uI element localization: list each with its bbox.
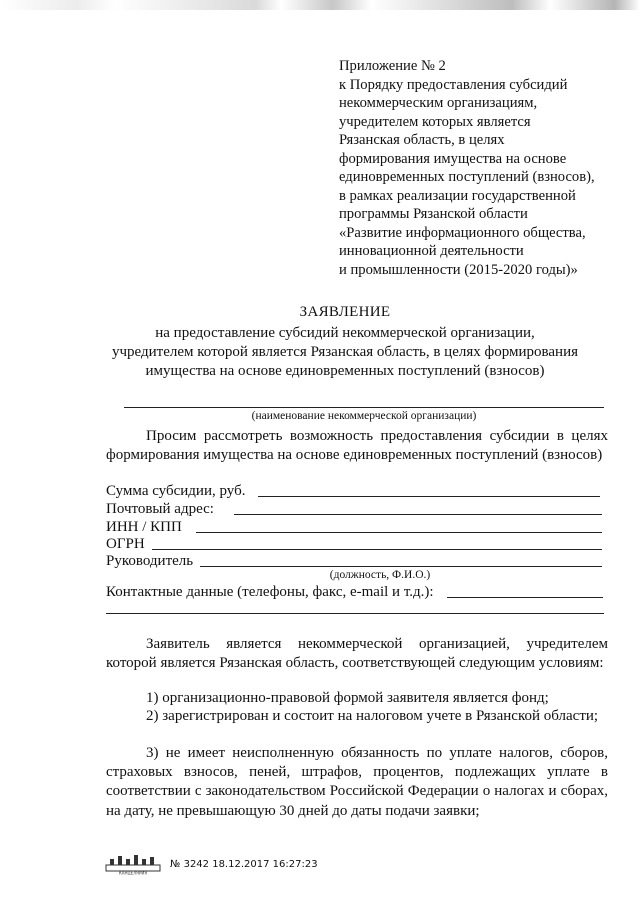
head-field[interactable] — [200, 566, 602, 567]
title-main: ЗАЯВЛЕНИЕ — [299, 304, 391, 320]
subsidy-amount-label: Сумма субсидии, руб. — [106, 483, 246, 499]
ogrn-field[interactable] — [152, 549, 602, 550]
appendix-line: в рамках реализации государственной — [339, 187, 576, 204]
appendix-header — [339, 57, 619, 279]
contacts-label: Контактные данные (телефоны, факс, e-mail и т.д.): — [106, 584, 434, 600]
appendix-line: программы Рязанской области — [339, 206, 528, 222]
appendix-line: некоммерческим организациям, — [339, 95, 538, 111]
title-line: учредителем которой является Рязанская область, в целях формирования — [111, 344, 579, 360]
document-title — [90, 303, 600, 381]
office-stamp-icon — [104, 853, 162, 875]
contacts-field-extra[interactable] — [106, 613, 604, 614]
head-label: Руководитель — [106, 553, 194, 569]
inn-kpp-label: ИНН / КПП — [106, 519, 182, 535]
subsidy-amount-field[interactable] — [258, 496, 600, 497]
contacts-field[interactable] — [447, 597, 603, 598]
title-line: имущества на основе единовременных поступлений (взносов) — [145, 363, 545, 379]
title-line: на предоставление субсидий некоммерческой организации, — [155, 325, 535, 341]
ogrn-label: ОГРН — [106, 536, 145, 552]
appendix-line: и промышленности (2015-2020 годы)» — [339, 261, 578, 278]
appendix-line: учредителем которых является — [339, 113, 531, 130]
org-name-caption: (наименование некоммерческой организации) — [251, 410, 477, 422]
registration-footer — [104, 852, 318, 876]
condition-item: 3) не имеет неисполненную обязанность по уплате налогов, сборов, страховых взносов, пеней, штрафов, процентов, подлежащих уплате в соответствии с законодательством Российской Федерации о налогах и сборах, на дату, не превышающую 30 дней до даты подачи заявки; — [106, 745, 608, 819]
scan-artifact — [0, 0, 640, 10]
org-name-line[interactable] — [124, 407, 604, 408]
postal-address-label: Почтовый адрес: — [106, 501, 214, 517]
registration-number: № 3242 18.12.2017 16:27:23 — [170, 858, 318, 870]
appendix-line: «Развитие информационного общества, — [339, 224, 586, 241]
inn-kpp-field[interactable] — [196, 532, 602, 533]
stamp-text: КАНЦЕЛЯРИЯ — [118, 870, 148, 875]
postal-address-field[interactable] — [234, 514, 602, 515]
appendix-line: инновационной деятельности — [339, 243, 524, 259]
conditions-intro: Заявитель является некоммерческой организацией, учредителем которой является Рязанская область, соответствующей следующим условиям: — [106, 636, 608, 672]
head-caption: (должность, Ф.И.О.) — [329, 569, 431, 581]
appendix-line: формирования имущества на основе — [339, 150, 567, 167]
condition-item: 1) организационно-правовой формой заявителя является фонд; — [146, 690, 549, 706]
appendix-line: к Порядку предоставления субсидий — [339, 76, 568, 93]
appendix-line: Рязанская область, в целях — [339, 132, 505, 148]
request-paragraph: Просим рассмотреть возможность предоставления субсидии в целях формирования имущества на основе единовременных поступлений (взносов) — [106, 428, 608, 464]
condition-item: 2) зарегистрирован и состоит на налоговом учете в Рязанской области; — [146, 708, 599, 724]
appendix-line: единовременных поступлений (взносов), — [339, 169, 595, 185]
appendix-line: Приложение № 2 — [339, 58, 446, 74]
